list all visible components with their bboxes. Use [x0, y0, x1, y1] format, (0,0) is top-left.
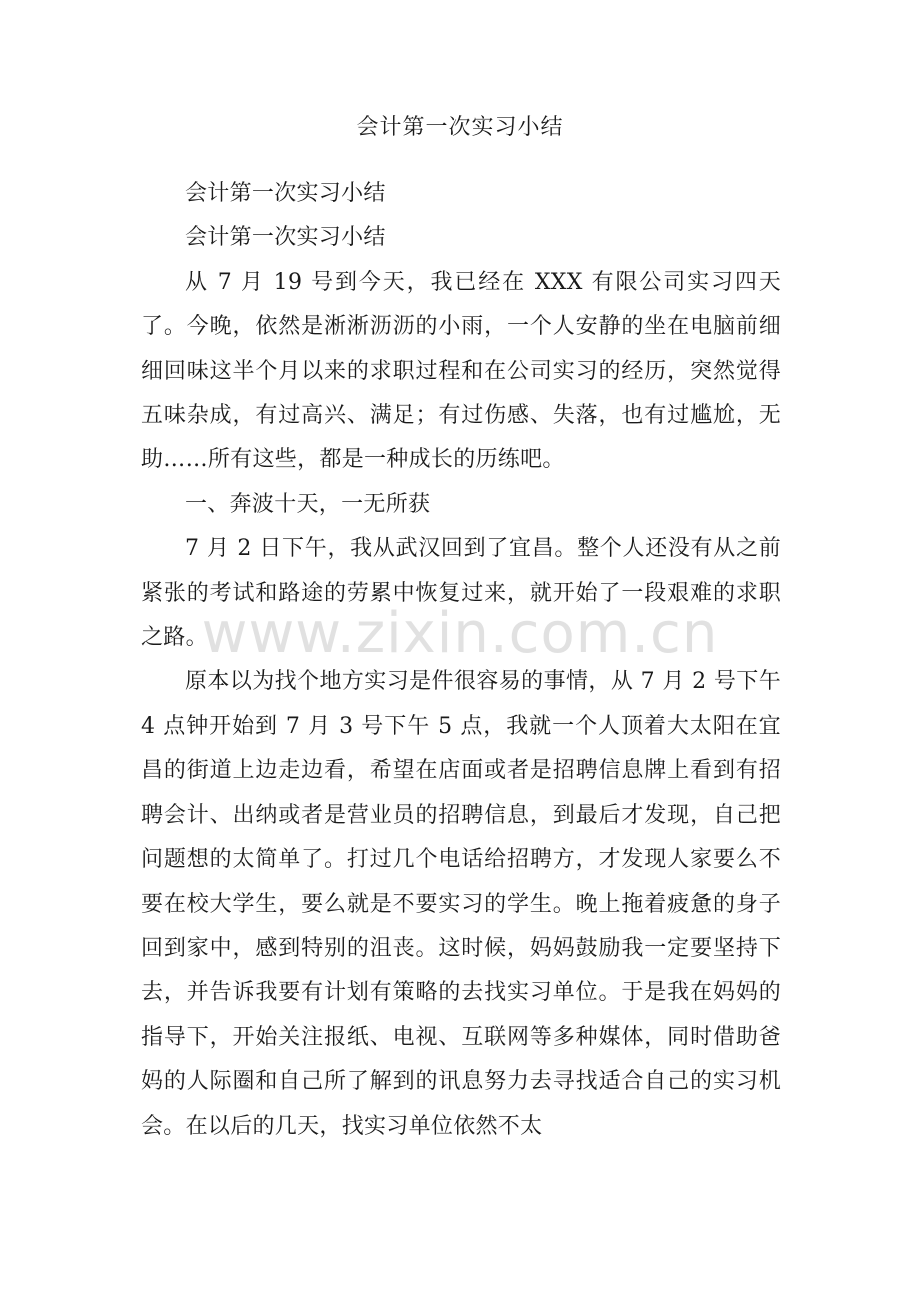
- paragraph-subtitle-1: 会计第一次实习小结: [185, 181, 386, 206]
- document-body: [141, 172, 781, 1149]
- watermark: www.zixin.com.cn: [201, 601, 719, 666]
- paragraph-subtitle-2: 会计第一次实习小结: [185, 225, 386, 251]
- paragraph-return: 7 月 2 日下午，我从武汉回到了宜昌。整个人还没有从之前紧张的考试和路途的劳累中恢复过来，就开始了一段艰难的求职之路。: [141, 536, 781, 651]
- paragraph-search: 原本以为找个地方实习是件很容易的事情，从 7 月 2 号下午 4 点钟开始到 7 月 3 号下午 5 点，我就一个人顶着大太阳在宜昌的街道上边走边看，希望在店面或者是招聘信息牌上看到有招聘会计、出纳或者是营业员的招聘信息，到最后才发现，自己把问题想的太简单了。打过几个电话给招聘方，才发现人家要么不要在校大学生，要么就是不要实习的学生。晚上拖着疲惫的身子回到家中，感到特别的沮丧。这时候，妈妈鼓励我一定要坚持下去，并告诉我要有计划有策略的去找实习单位。于是我在妈妈的指导下，开始关注报纸、电视、互联网等多种媒体，同时借助爸妈的人际圈和自己所了解到的讯息努力去寻找适合自己的实习机会。在以后的几天，找实习单位依然不太: [141, 669, 781, 1139]
- document-title: 会计第一次实习小结: [356, 115, 564, 140]
- section-heading: 一、奔波十天，一无所获: [185, 491, 431, 517]
- paragraph-intro: 从 7 月 19 号到今天，我已经在 XXX 有限公司实习四天了。今晚，依然是淅淅沥沥的小雨，一个人安静的坐在电脑前细细回味这半个月以来的求职过程和在公司实习的经历，突然觉得五味杂成，有过高兴、满足；有过伤感、失落，也有过尴尬，无助……所有这些，都是一种成长的历练吧。: [141, 269, 781, 473]
